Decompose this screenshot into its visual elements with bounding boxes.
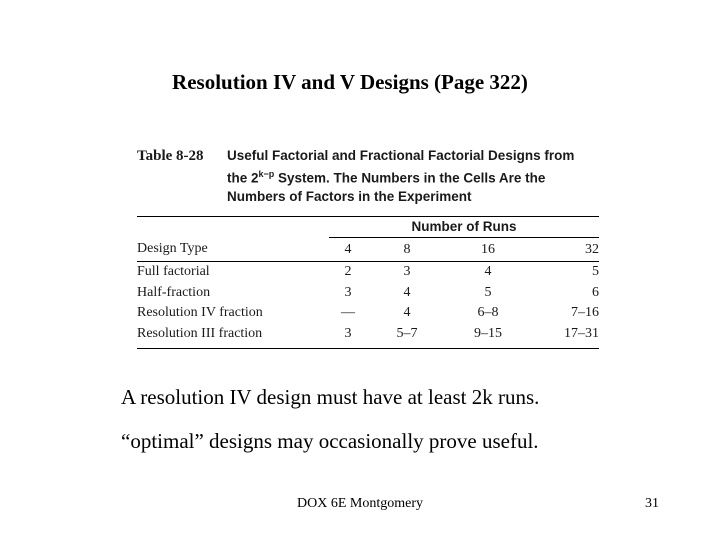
table-caption	[137, 147, 599, 206]
body-text-line-2: “optimal” designs may occasionally prove useful.	[121, 429, 539, 453]
column-header-16: 16	[447, 238, 529, 262]
cell: 6	[592, 284, 599, 300]
design-table-figure	[137, 147, 599, 349]
table-row	[137, 262, 599, 283]
cell-design-type: Full factorial	[137, 264, 210, 280]
cell: 3	[403, 264, 411, 280]
cell: 4	[484, 264, 492, 280]
table-number: Table 8-28	[137, 148, 204, 164]
cell: —	[341, 305, 355, 321]
column-header-row	[137, 238, 599, 262]
caption-line-3: Numbers of Factors in the Experiment	[227, 188, 472, 204]
number-of-runs-header: Number of Runs	[329, 217, 599, 238]
cell: 7–16	[571, 305, 599, 321]
cell: 3	[344, 284, 352, 300]
cell: 9–15	[474, 325, 502, 341]
table-row	[137, 283, 599, 304]
column-header-design-type: Design Type	[137, 238, 329, 262]
slide-title: Resolution IV and V Designs (Page 322)	[172, 70, 528, 94]
table-row	[137, 303, 599, 324]
page-number: 31	[645, 496, 659, 511]
table-bottom-rule	[137, 348, 599, 349]
cell: 5	[484, 284, 492, 300]
caption-line-2-pre: the 2	[227, 170, 259, 186]
cell-design-type: Half-fraction	[137, 284, 211, 300]
body-text-line-1: A resolution IV design must have at least 2k runs.	[121, 385, 540, 409]
cell: 4	[403, 284, 411, 300]
cell-design-type: Resolution IV fraction	[137, 305, 263, 321]
cell-design-type: Resolution III fraction	[137, 325, 263, 341]
slide-footer: DOX 6E Montgomery	[297, 496, 423, 511]
caption-line-2-post: System. The Numbers in the Cells Are the	[274, 170, 546, 186]
cell: 5–7	[396, 325, 418, 341]
caption-superscript: k−p	[258, 169, 275, 179]
group-header-row	[137, 217, 599, 238]
cell: 5	[592, 264, 599, 280]
column-header-8: 8	[367, 238, 447, 262]
column-header-32: 32	[529, 238, 599, 262]
design-table	[137, 217, 599, 345]
table-caption-text	[227, 147, 574, 206]
cell: 6–8	[477, 305, 499, 321]
column-header-4: 4	[329, 238, 367, 262]
cell: 3	[344, 325, 352, 341]
cell: 4	[403, 305, 411, 321]
caption-line-1: Useful Factorial and Fractional Factorial Designs from	[227, 148, 575, 163]
table-row	[137, 324, 599, 345]
cell: 2	[344, 264, 352, 280]
cell: 17–31	[564, 325, 599, 341]
